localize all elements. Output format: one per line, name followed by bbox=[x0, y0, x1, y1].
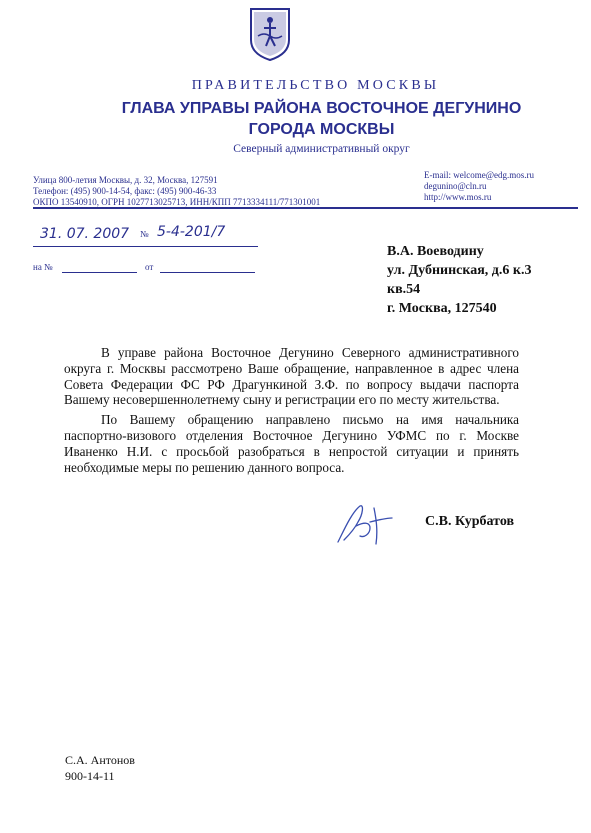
body-paragraph-2: По Вашему обращению направлено письмо на имя начальника паспортно-визового отделения Восточное Дегунино УФМС по г. Москве Иваненко Н.И. с просьбой разобраться в непростой ситуации и принять необходимые меры по решению данного вопроса. bbox=[64, 412, 519, 475]
office-address: Улица 800-летия Москвы, д. 32, Москва, 127591 bbox=[33, 175, 218, 185]
outgoing-number-label: № bbox=[140, 229, 149, 239]
letter-body bbox=[64, 345, 519, 479]
outgoing-number: 5-4-201/7 bbox=[157, 224, 226, 240]
moscow-coat-of-arms-icon bbox=[248, 6, 292, 62]
email-primary: E-mail: welcome@edg.mos.ru bbox=[424, 170, 535, 180]
outgoing-date: 31. 07. 2007 bbox=[40, 226, 130, 242]
handwritten-signature bbox=[330, 500, 400, 550]
contacts-right bbox=[424, 170, 584, 203]
incoming-number-label: на № bbox=[33, 262, 53, 272]
signer-name: С.В. Курбатов bbox=[425, 514, 515, 529]
district-name: Северный административный округ bbox=[233, 143, 410, 155]
incoming-date-label: от bbox=[145, 262, 154, 272]
head-title-line2: ГОРОДА МОСКВЫ bbox=[248, 121, 395, 138]
website-link: http://www.mos.ru bbox=[424, 192, 492, 202]
addressee-city: г. Москва, 127540 bbox=[387, 301, 497, 316]
registration-codes: ОКПО 13540910, ОГРН 1027713025713, ИНН/КПП 7713334111/771301001 bbox=[33, 197, 321, 207]
executor-phone: 900-14-11 bbox=[65, 769, 115, 783]
outgoing-ref-underline bbox=[33, 246, 258, 247]
email-secondary: degunino@cln.ru bbox=[424, 181, 487, 191]
executor-name: С.А. Антонов bbox=[65, 753, 135, 767]
addressee-street: ул. Дубнинская, д.6 к.3 bbox=[387, 263, 532, 278]
head-title-line1: ГЛАВА УПРАВЫ РАЙОНА ВОСТОЧНОЕ ДЕГУНИНО bbox=[121, 100, 522, 117]
government-title: ПРАВИТЕЛЬСТВО МОСКВЫ bbox=[191, 78, 440, 93]
header-divider bbox=[33, 207, 578, 209]
executor-block bbox=[65, 752, 135, 784]
body-paragraph-1: В управе района Восточное Дегунино Северного административного округа г. Москвы рассмотрено Ваше обращение, направленное в адрес члена Совета Федерации ФС РФ Драгункиной З.Ф. по вопросу выдачи паспорта Вашему несовершеннолетнему сыну и регистрации его по месту жительства. bbox=[64, 345, 519, 408]
incoming-date-blank bbox=[160, 272, 255, 273]
addressee-name: В.А. Воеводину bbox=[387, 244, 484, 259]
contacts-left bbox=[33, 175, 393, 208]
incoming-number-blank bbox=[62, 272, 137, 273]
addressee-apartment: кв.54 bbox=[387, 282, 421, 297]
office-phone: Телефон: (495) 900-14-54, факс: (495) 900-46-33 bbox=[33, 186, 217, 196]
